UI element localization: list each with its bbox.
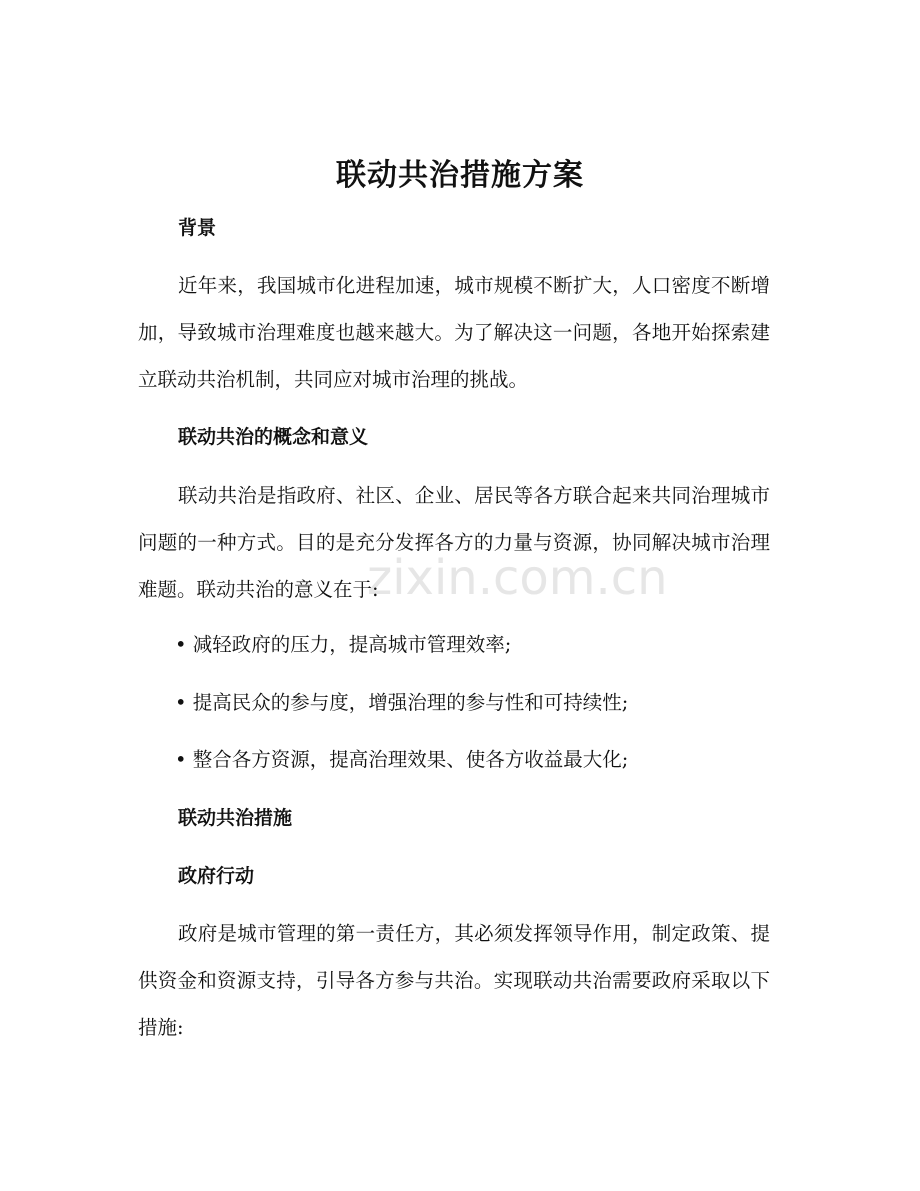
paragraph-concept: 联动共治是指政府、社区、企业、居民等各方联合起来共同治理城市问题的一种方式。目的是充分发挥各方的力量与资源，协同解决城市治理难题。联动共治的意义在于:: [138, 484, 770, 601]
section-heading-concept: 联动共治的概念和意义: [178, 426, 369, 448]
paragraph-background: 近年来，我国城市化进程加速，城市规模不断扩大，人口密度不断增加，导致城市治理难度也越来越大。为了解决这一问题，各地开始探索建立联动共治机制，共同应对城市治理的挑战。: [138, 274, 770, 391]
bullet-item-2: • 提高民众的参与度，增强治理的参与性和可持续性;: [175, 691, 629, 714]
paragraph-government: 政府是城市管理的第一责任方，其必须发挥领导作用，制定政策、提供资金和资源支持，引导各方参与共治。实现联动共治需要政府采取以下措施:: [138, 922, 770, 1039]
bullet-item-1: • 减轻政府的压力，提高城市管理效率;: [175, 633, 512, 656]
bullet-item-3: • 整合各方资源，提高治理效果、使各方收益最大化;: [175, 748, 629, 771]
watermark-text: zixin.com.cn: [367, 550, 668, 606]
section-heading-government: 政府行动: [178, 865, 255, 887]
section-heading-background: 背景: [178, 217, 217, 239]
document-title: 联动共治措施方案: [336, 158, 584, 193]
section-heading-measures: 联动共治措施: [178, 807, 293, 829]
